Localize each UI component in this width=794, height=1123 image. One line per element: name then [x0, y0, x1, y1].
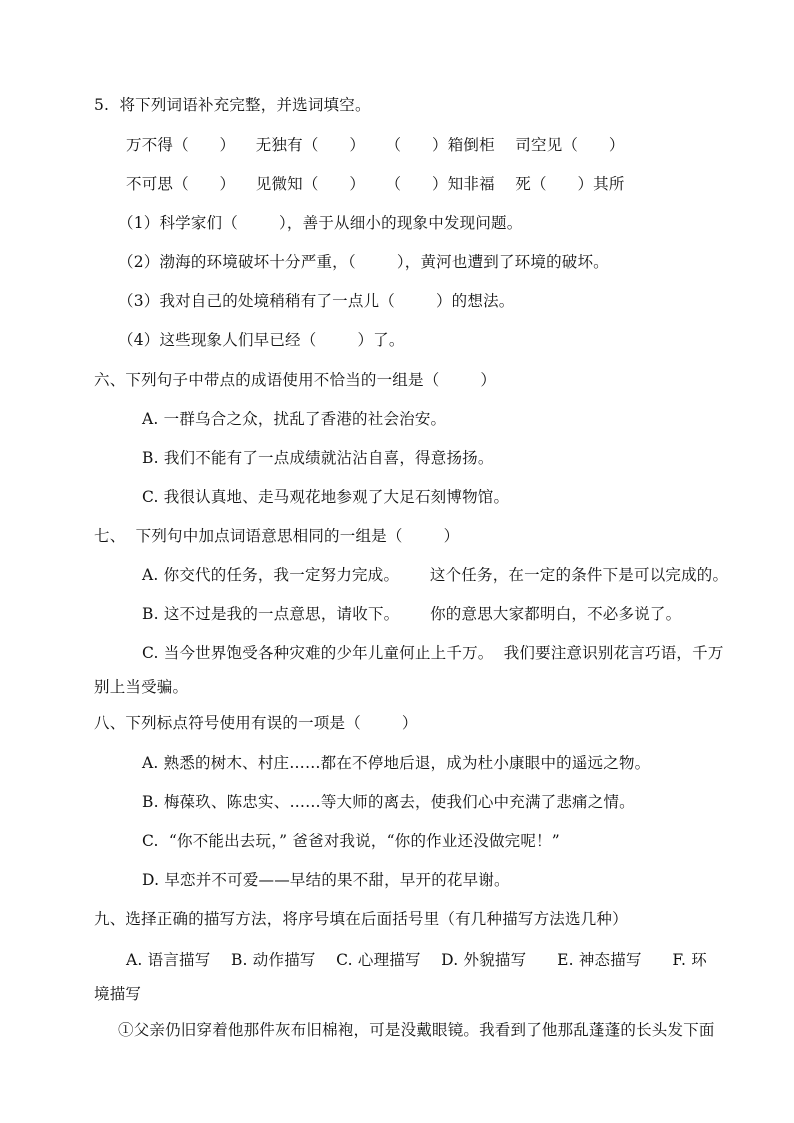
question-6-option-c: C. 我很认真地、走马观花地参观了大足石刻博物馆。 — [142, 488, 510, 506]
question-8-option-b: B. 梅葆玖、陈忠实、……等大师的离去，使我们心中充满了悲痛之情。 — [142, 793, 635, 811]
question-9-passage-1: ①父亲仍旧穿着他那件灰布旧棉袍，可是没戴眼镜。我看到了他那乱蓬蓬的长头发下面 — [118, 1021, 715, 1039]
word-row-2: 不可思（ ） 见微知（ ） （ ）知非福 死（ ）其所 — [126, 175, 625, 193]
question-8-title: 八、下列标点符号使用有误的一项是（ ） — [94, 714, 418, 732]
word-row-1: 万不得（ ） 无独有（ ） （ ）箱倒柜 司空见（ ） — [126, 136, 625, 154]
question-7-option-c-line2: 别上当受骗。 — [94, 678, 189, 696]
question-7-option-c-line1: C. 当今世界饱受各种灾难的少年儿童何止上千万。 我们要注意识别花言巧语，千万 — [142, 644, 724, 662]
question-6-option-b: B. 我们不能有了一点成绩就沾沾自喜，得意扬扬。 — [142, 449, 494, 467]
question-5-title: 5. 将下列词语补充完整，并选词填空。 — [94, 96, 371, 114]
fill-sentence-1: （1）科学家们（ ），善于从细小的现象中发现问题。 — [118, 214, 523, 232]
fill-sentence-2: （2）渤海的环境破坏十分严重，（ ），黄河也遭到了环境的破坏。 — [118, 253, 609, 271]
question-7-title: 七、 下列句中加点词语意思相同的一组是（ ） — [94, 527, 460, 545]
question-8-option-d: D. 早恋并不可爱——早结的果不甜，早开的花早谢。 — [142, 871, 510, 889]
question-9-title: 九、选择正确的描写方法，将序号填在后面括号里（有几种描写方法选几种） — [94, 910, 628, 928]
question-9-options-line2: 境描写 — [94, 985, 142, 1003]
fill-sentence-4: （4）这些现象人们早已经（ ）了。 — [118, 331, 405, 349]
question-7-option-b: B. 这不过是我的一点意思，请收下。 你的意思大家都明白，不必多说了。 — [142, 605, 682, 623]
question-7-option-a: A. 你交代的任务，我一定努力完成。 这个任务，在一定的条件下是可以完成的。 — [142, 566, 729, 584]
question-6-option-a: A. 一群乌合之众，扰乱了香港的社会治安。 — [142, 410, 447, 428]
question-9-options-line1: A. 语言描写 B. 动作描写 C. 心理描写 D. 外貌描写 E. 神态描写 F. 环 — [126, 951, 707, 969]
question-8-option-c: C. “你不能出去玩，” 爸爸对我说，“你的作业还没做完呢！” — [142, 832, 560, 850]
question-6-title: 六、下列句子中带点的成语使用不恰当的一组是（ ） — [94, 371, 497, 389]
fill-sentence-3: （3）我对自己的处境稍稍有了一点儿（ ）的想法。 — [118, 292, 515, 310]
question-8-option-a: A. 熟悉的树木、村庄……都在不停地后退，成为杜小康眼中的遥远之物。 — [142, 754, 651, 772]
